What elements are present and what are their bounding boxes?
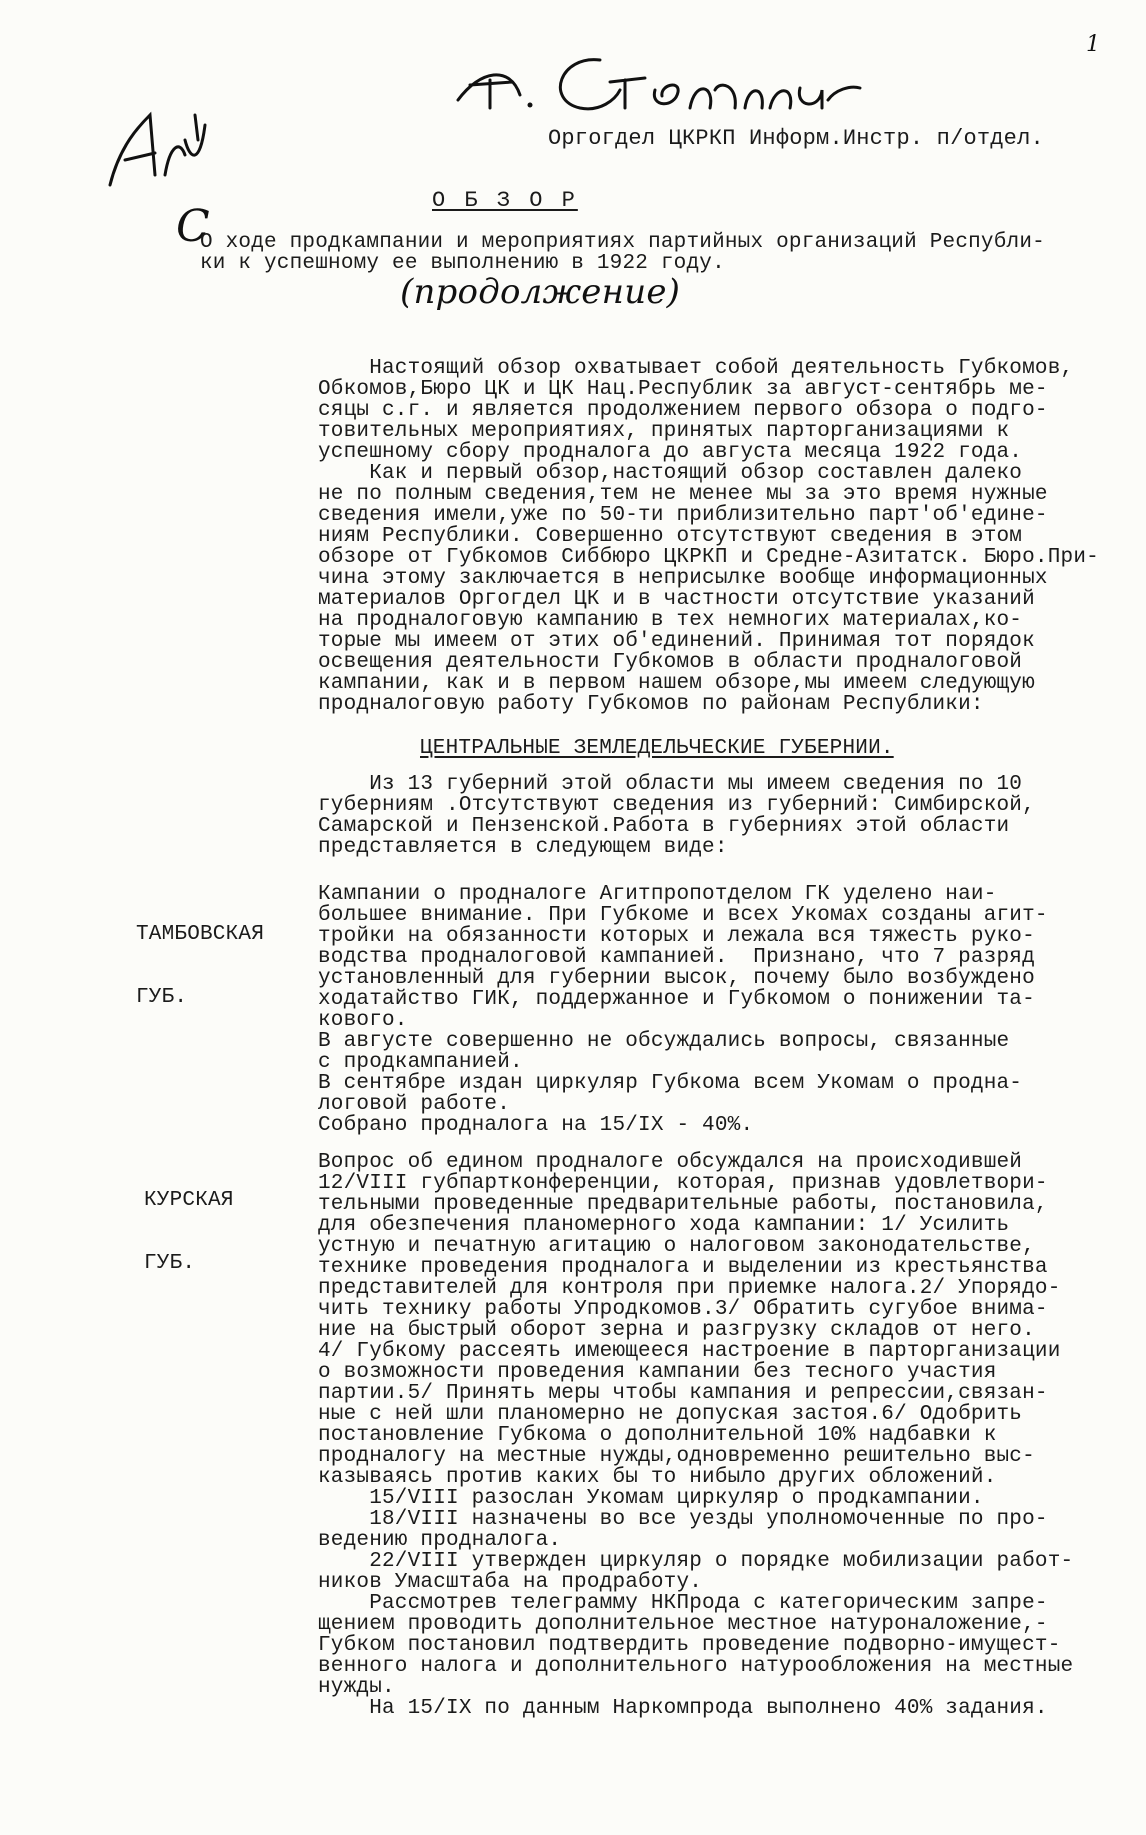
text-line: тройки на обязанности которых и лежала вся тяжесть руко- — [318, 925, 1035, 948]
text-line: Губком постановил подтвердить проведение подворно-имущест- — [318, 1634, 1061, 1657]
province-text-kursk — [318, 1152, 1073, 1719]
text-line: В сентябре издан циркуляр Губкома всем Укомам о продна- — [318, 1072, 1023, 1095]
text-line: установленный для губернии высок, почему было возбуждено — [318, 967, 1035, 990]
text-line: водства продналоговой кампанией. Признано, что 7 разряд — [318, 946, 1035, 969]
text-line: Как и первый обзор,настоящий обзор составлен далеко — [318, 462, 1023, 485]
handwritten-continuation: (продолжение) — [400, 272, 681, 312]
text-line: чина этому заключается в неприсылке вообще информационных — [318, 567, 1048, 590]
page-number: 1 — [1086, 32, 1101, 57]
text-line: ные с ней шли планомерно не допуская застоя.6/ Одобрить — [318, 1403, 1023, 1426]
text-line: продналоговую работу Губкомов по районам Республики: — [318, 693, 984, 716]
text-line: губерниям .Отсутствуют сведения из губерний: Симбирской, — [318, 794, 1035, 817]
document-subtitle — [200, 232, 1045, 274]
text-line: Настоящий обзор охватывает собой деятельность Губкомов, — [318, 357, 1074, 380]
text-line: ведению продналога. — [318, 1529, 562, 1552]
text-line: Рассмотрев телеграмму НКПрода с категорическим запре- — [318, 1592, 1048, 1615]
text-line: В августе совершенно не обсуждались вопросы, связанные — [318, 1030, 1010, 1053]
province-label-kursk: КУРСКАЯ ГУБ. — [144, 1189, 234, 1275]
text-line: постановление Губкома о дополнительной 10% надбавки к — [318, 1424, 997, 1447]
text-line: для обезпечения планомерного хода кампании: 1/ Усилить — [318, 1214, 1010, 1237]
text-line: нужды. — [318, 1676, 395, 1699]
text-line: сведения имели,уже по 50-ти приблизительно парт'об'едине- — [318, 504, 1048, 527]
text-line: логовой работе. — [318, 1093, 511, 1116]
text-line: тельными проведенные предварительные работы, постановила, — [318, 1193, 1048, 1216]
text-line: не по полным сведения,тем не менее мы за это время нужные — [318, 483, 1048, 506]
text-line: материалов Оргогдел ЦК и в частности отсутствие указаний — [318, 588, 1035, 611]
text-line: казываясь против каких бы то нибыло других обложений. — [318, 1466, 997, 1489]
department-header: Оргогдел ЦКРКП Информ.Инстр. п/отдел. — [548, 126, 1044, 151]
text-line: представителей для контроля при приемке налога.2/ Упорядо- — [318, 1277, 1061, 1300]
text-line: успешному сбору продналога до августа месяца 1922 года. — [318, 441, 1023, 464]
intro-text — [318, 358, 1099, 715]
text-line: Кампании о продналоге Агитпропотделом ГК уделено наи- — [318, 883, 997, 906]
text-line: Самарской и Пензенской.Работа в губерниях этой области — [318, 815, 1010, 838]
text-line: продналогу на местные нужды,одновременно решительно выс- — [318, 1445, 1035, 1468]
text-line: венного налога и дополнительного натурообложения на местные — [318, 1655, 1074, 1678]
text-line: 12/VIII губпартконференции, которая, признав удовлетвори- — [318, 1172, 1048, 1195]
text-line: технике проведения продналога и выделении из крестьянства — [318, 1256, 1048, 1279]
handwritten-margin-mark: С — [176, 201, 210, 252]
province-text-tambov — [318, 884, 1048, 1136]
text-line: чить технику работы Упродкомов.3/ Обратить сугубое внима- — [318, 1298, 1048, 1321]
text-line: Вопрос об едином продналоге обсуждался на происходившей — [318, 1151, 1023, 1174]
section-intro — [318, 774, 1035, 858]
text-line: на продналоговую кампанию в тех немногих материалах,ко- — [318, 609, 1023, 632]
text-line: партии.5/ Принять меры чтобы кампания и репрессии,связан- — [318, 1382, 1048, 1405]
text-line: 15/VIII разослан Укомам циркуляр о продкампании. — [318, 1487, 984, 1510]
text-line: ходатайство ГИК, поддержанное и Губкомом о понижении та- — [318, 988, 1035, 1011]
text-line: товительных мероприятиях, принятых парторганизациями к — [318, 420, 1010, 443]
province-label-tambov: ТАМБОВСКАЯ ГУБ. — [136, 923, 265, 1009]
text-line: 22/VIII утвержден циркуляр о порядке мобилизации работ- — [318, 1550, 1074, 1573]
text-line: обзоре от Губкомов Сиббюро ЦКРКП и Средне-Азитатск. Бюро.При- — [318, 546, 1099, 569]
text-line: большее внимание. При Губкоме и всех Укомах созданы агит- — [318, 904, 1048, 927]
text-line: устную и печатную агитацию о налоговом законодательстве, — [318, 1235, 1035, 1258]
text-line: сяцы с.г. и является продолжением первого обзора о подго- — [318, 399, 1048, 422]
text-line: представляется в следующем виде: — [318, 836, 728, 859]
section-heading: ЦЕНТРАЛЬНЫЕ ЗЕМЛЕДЕЛЬЧЕСКИЕ ГУБЕРНИИ. — [420, 737, 894, 760]
text-line: с продкампанией. — [318, 1051, 523, 1074]
text-line: кампании, как и в первом нашем обзоре,мы имеем следующую — [318, 672, 1035, 695]
text-line: ниям Республики. Совершенно отсутствуют сведения в этом — [318, 525, 1023, 548]
text-line: На 15/IX по данным Наркомпрода выполнено 40% задания. — [318, 1697, 1048, 1720]
text-line: кового. — [318, 1009, 408, 1032]
subtitle-line: О ходе продкампании и мероприятиях партийных организаций Республи- — [200, 231, 1045, 254]
text-line: освещения деятельности Губкомов в области продналоговой — [318, 651, 1023, 674]
text-line: ников Умасштаба на продработу. — [318, 1571, 703, 1594]
text-line: Собрано продналога на 15/IX - 40%. — [318, 1114, 754, 1137]
text-line: ние на быстрый оборот зерна и разгрузку складов от него. — [318, 1319, 1035, 1342]
document-title: О Б З О Р — [432, 188, 578, 213]
text-line: о возможности проведения кампании без тесного участия — [318, 1361, 997, 1384]
text-line: Из 13 губерний этой области мы имеем сведения по 10 — [318, 773, 1023, 796]
text-line: торые мы имеем от этих об'единений. Принимая тот порядок — [318, 630, 1035, 653]
text-line: 18/VIII назначены во все уезды уполномоченные по про- — [318, 1508, 1048, 1531]
text-line: 4/ Губкому рассеять имеющееся настроение в парторганизации — [318, 1340, 1061, 1363]
subtitle-line: ки к успешному ее выполнению в 1922 году. — [200, 252, 725, 275]
text-line: щением проводить дополнительное местное натуроналожение,- — [318, 1613, 1048, 1636]
text-line: Обкомов,Бюро ЦК и ЦК Нац.Республик за август-сентябрь ме- — [318, 378, 1048, 401]
